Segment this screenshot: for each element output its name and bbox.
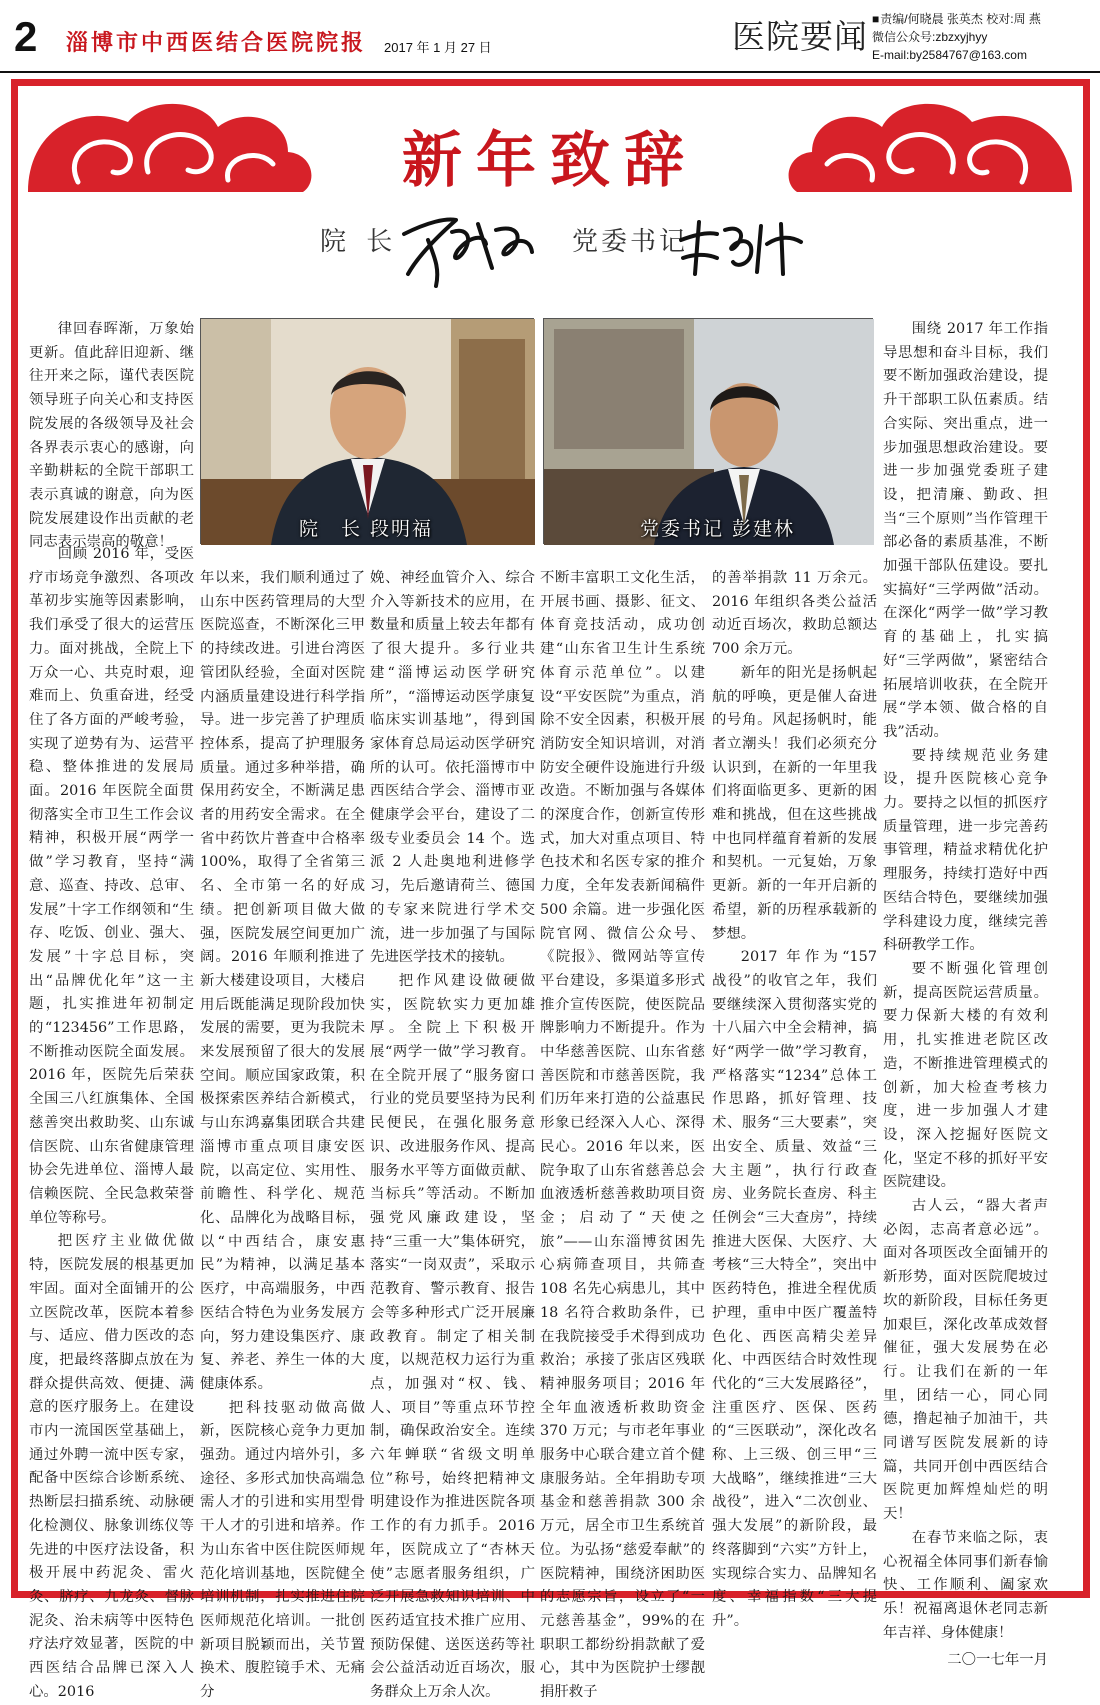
- email-address: E-mail:by2584767@163.com: [872, 48, 1027, 62]
- paragraph: 要持续规范业务建设，提升医院核心竞争力。要持之以恒的抓医疗质量管理，进一步完善药事管理，精益求精优化护理服务，持续打造好中西医结合特色，要继续加强学科建设力度，继续完善科研教学工作。: [883, 747, 1048, 954]
- secretary-portrait-image: [544, 319, 874, 545]
- paragraph: 新年的阳光是扬帆起航的呼唤，更是催人奋进的号角。风起扬帆时，能者立潮头！我们必须充分认识到，在新的一年里我们将面临更多、更新的困难和挑战，但在这些挑战中也同样蕴育着新的发展和契机。一元复始，万象更新。新的一年开启新的希望，新的历程承载新的梦想。: [712, 664, 877, 942]
- article-column-6: [883, 318, 1048, 1673]
- article-column-4: [540, 567, 705, 1705]
- paper-name: 淄博市中西医结合医院院报: [66, 30, 367, 56]
- masthead-rule: [0, 71, 1100, 73]
- president-portrait-image: [201, 319, 535, 545]
- paragraph: 年以来，我们顺利通过了山东中医药管理局的大型医院巡查，不断深化三甲的持续改进。引进台湾医管团队经验，全面对医院内涵质量建设进行科学指导。进一步完善了护理质控体系，提高了护理服务质量。通过多种举措，确保用药安全，不断满足患者的用药安全需求。在全省中药饮片普查中合格率 100%，取得了全省第三名、全市第一名的好成绩。把创新项目做大做强，医院发展空间更加广阔。2016 年顺利推进了新大楼建设项目，大楼启用后既能满足现阶段加快发展的需要，更为我院未来发展预留了很大的发展空间。顺应国家政策，积极探索医养结合新模式，与山东鸿嘉集团联合共建淄博市重点项目康安医院，以高定位、实用性、前瞻性、科学化、规范化、品牌化为战略目标，以“中西结合，康安惠民”为精神，以满足基本医疗，中高端服务，中西医结合特色为业务发展方向，努力建设集医疗、康复、养老、养生一体的大健康体系。: [200, 570, 365, 1392]
- paragraph: 要不断强化管理创新，提高医院运营质量。要力保新大楼的有效利用，扎实推进老院区改造，不断推进管理模式的创新，加大检查考核力度，进一步加强人才建设，深入挖掘好医院文化，坚定不移的抓好平安医院建设。: [883, 960, 1048, 1191]
- article-title: 新年致辞: [402, 126, 698, 196]
- president-signature: [398, 204, 538, 294]
- article-column-3: [370, 567, 535, 1705]
- byline-president: 院 长: [320, 227, 399, 257]
- paragraph: 不断丰富职工文化生活，开展书画、摄影、征文、体育竞技活动，成功创建“山东省卫生计生系统体育示范单位”。以建设“平安医院”为重点，消除不安全因素，积极开展消防安全知识培训，对消防安全硬件设施进行升级改造。不断加强与各媒体的深度合作，创新宣传形式，加大对重点项目、特色技术和名医专家的推介力度，全年发表新闻稿件 500 余篇。进一步强化医院官网、微信公众号、《院报》、微网站等宣传平台建设，多渠道多形式推介宣传医院，使医院品牌影响力不断提升。作为中华慈善医院、山东省慈善医院和市慈善医院，我们历年来打造的公益惠民形象已经深入人心、深得民心。2016 年以来，医院争取了山东省慈善总会血液透析慈善救助项目资金；启动了“天使之旅”——山东淄博贫困先心病筛查项目，共筛查 108 名先心病患儿，其中 18 名符合救助条件，已在我院接受手术得到成功救治；承接了张店区残联精神服务项目；2016 年全年血液透析救助资金 370 万元；与市老年事业服务中心联合建立首个健康服务站。全年捐助专项基金和慈善捐款 300 余万元，居全市卫生系统首位。为弘扬“慈爱奉献”的医院精神，围绕济困助医的志愿宗旨，设立了“一元慈善基金”，99%的在职职工都纷纷捐款献了爱心，其中为医院护士缪靓捐肝救子: [540, 570, 705, 1701]
- page-number: 2: [14, 13, 38, 60]
- paragraph: 律回春晖渐，万象始更新。值此辞旧迎新、继往开来之际，谨代表医院领导班子向关心和支持医院发展的各级领导及社会各界表示衷心的感谢，向辛勤耕耘的全院干部职工表示真诚的谢意，向为医院发展建设作出贡献的老同志表示崇高的敬意！: [29, 321, 194, 551]
- paragraph: 古人云，“器大者声必闳，志高者意必远”。面对各项医改全面铺开的新形势，面对医院爬坡过坎的新阶段，目标任务更加艰巨，深化改革成效督催征，强大发展势在必行。让我们在新的一年里，团结一心，同心同德，撸起袖子加油干，共同谱写医院发展新的诗篇，共同开创中西医结合医院更加辉煌灿烂的明天！: [883, 1198, 1048, 1523]
- secretary-photo-caption: 党委书记 彭建林: [640, 518, 796, 540]
- paragraph: 2017 年作为“157 战役”的收官之年，我们要继续深入贯彻落实党的十八届六中全会精神，搞好“两学一做”学习教育，严格落实“1234”总体工作思路，抓好管理、技术、服务“三大要素”，突出安全、质量、效益“三大主题”，执行行政查房、业务院长查房、科主任例会“三大查房”，持续推进大医保、大医疗、大考核“三大特全”，突出中医药特色，推进全程优质护理，重申中医广覆盖特色化、西医高精尖差异化、中西医结合时效性现代化的“三大发展路径”，注重医疗、医保、医药的“三医联动”，深化改名称、上三级、创三甲“三大战略”，继续推进“三大战役”，进入“二次创业、强大发展”的新阶段，最终落脚到“六实”方针上，实现综合实力、品牌知名度、幸福指数“三大提升”。: [712, 949, 877, 1629]
- paragraph: 把科技驱动做高做新，医院核心竞争力更加强劲。通过内培外引，多途径、多形式加快高端急需人才的引进和实用型骨干人才的引进和培养。作为山东省中医住院医师规范化培训基地，医院健全培训机制，扎实推进住院医师规范化培训。一批创新项目脱颖而出，关节置换术、腹腔镜手术、无痛分: [200, 1399, 365, 1701]
- paragraph: 娩、神经血管介入、综合介入等新技术的应用，在数量和质量上较去年都有了很大提升。多行业共建“淄博运动医学研究所”，“淄博运动医学康复临床实训基地”，得到国家体育总局运动医学研究所的认可。依托淄博市中西医结合学会、淄博市亚健康学会平台，建设了二级专业委员会 14 个。选派 2 人赴奥地利进修学习，先后邀请荷兰、德国的专家来院进行学术交流，进一步加强了与国际先进医学技术的接轨。: [370, 570, 535, 966]
- paragraph: 把作风建设做硬做实，医院软实力更加雄厚。全院上下积极开展“两学一做”学习教育。在全院开展了“服务窗口行业的党员要坚持为民利民便民，在强化服务意识、改进服务作风、提高服务水平等方面做贡献、当标兵”等活动。不断加强党风廉政建设，坚持“三重一大”集体研究，落实“一岗双责”，采取示范教育、警示教育、报告会等多种形式广泛开展廉政教育。制定了相关制度，以规范权力运行为重点，加强对“权、钱、人、项目”等重点环节控制，确保政治安全。连续六年蝉联“省级文明单位”称号，始终把精神文明建设作为推进医院各项工作的有力抓手。2016 年，医院成立了“杏林天使”志愿者服务组织，广泛开展急救知识培训、中医药适宜技术推广应用、预防保健、送医送药等社会公益活动近百场次，服务群众上万余人次。: [370, 972, 535, 1701]
- masthead: [0, 0, 1100, 72]
- wechat-account: 微信公众号:zbzxyjhyy: [872, 30, 988, 44]
- article-column-1-lower: [29, 543, 194, 1704]
- paragraph: 在春节来临之际，衷心祝福全体同事们新春愉快、工作顺利、阖家欢乐！祝福离退休老同志新年吉祥、身体健康！: [883, 1529, 1048, 1641]
- secretary-signature: [677, 214, 807, 284]
- paragraph: 把医疗主业做优做特，医院发展的根基更加牢固。面对全面铺开的公立医院改革，医院本着参与、适应、借力医改的态度，把最终落脚点放在为群众提供高效、便捷、满意的医疗服务上。在建设市内一流国医堂基础上，通过外聘一流中医专家，配备中医综合诊断系统、热断层扫描系统、动脉硬化检测仪、脉象训练仪等先进的中医疗法设备，积极开展中药泥灸、雷火灸、脐疗、九龙灸、督脉泥灸、治未病等中医特色疗法疗效显著，医院的中西医结合品牌已深入人心。2016: [29, 1233, 194, 1700]
- paragraph: 的善举捐款 11 万余元。2016 年组织各类公益活动近百场次，救助总额达 700 余万元。: [712, 570, 877, 658]
- paragraph: 围绕 2017 年工作指导思想和奋斗目标，我们要不断加强政治建设，提升干部职工队伍素质。结合实际、突出重点，进一步加强思想政治建设。要进一步加强党委班子建设，把清廉、勤政、担当“三个原则”当作管理干部必备的素质基准，不断加强干部队伍建设。要扎实搞好“三学两做”活动。在深化“两学一做”学习教育的基础上，扎实搞好“三学两做”，紧密结合拓展培训收获，在全院开展“学本领、做合格的自我”活动。: [883, 321, 1048, 740]
- byline-secretary: 党委书记: [572, 227, 689, 257]
- section-name: 医院要闻: [732, 17, 868, 56]
- paragraph: 回顾 2016 年，受医疗市场竞争激烈、各项改革初步实施等因素影响，我们承受了很大的运营压力。面对挑战，全院上下万众一心、共克时艰，迎难而上、负重奋进，经受住了各方面的严峻考验，实现了逆势有为、运营平稳、整体推进的发展局面。2016 年医院全面贯彻落实全市卫生工作会议精神，积极开展“两学一做”学习教育，坚持“满意、巡查、持改、总审、发展”十字工作纲领和“生存、吃饭、创业、强大、发展”十字总目标，突出“品牌优化年”这一主题，扎实推进年初制定的“123456”工作思路，不断推动医院全面发展。2016 年，医院先后荣获全国三八红旗集体、全国慈善突出救助奖、山东诚信医院、山东省健康管理协会先进单位、淄博人最信赖医院、全民急救荣誉单位等称号。: [29, 546, 194, 1226]
- credits: [872, 10, 1096, 64]
- president-photo-caption: 院 长 段明福: [299, 518, 434, 540]
- closing-date: 二〇一七年一月: [947, 1652, 1048, 1669]
- issue-date: 2017 年 1 月 27 日: [384, 40, 492, 55]
- article-column-5: [712, 567, 877, 1634]
- secretary-photo: [543, 318, 873, 544]
- article-column-1: [29, 318, 194, 555]
- president-photo: [200, 318, 534, 544]
- editor-credit: ■ 责编/何晓晨 张英杰 校对:周 燕: [872, 10, 1096, 28]
- article-column-2: [200, 567, 365, 1705]
